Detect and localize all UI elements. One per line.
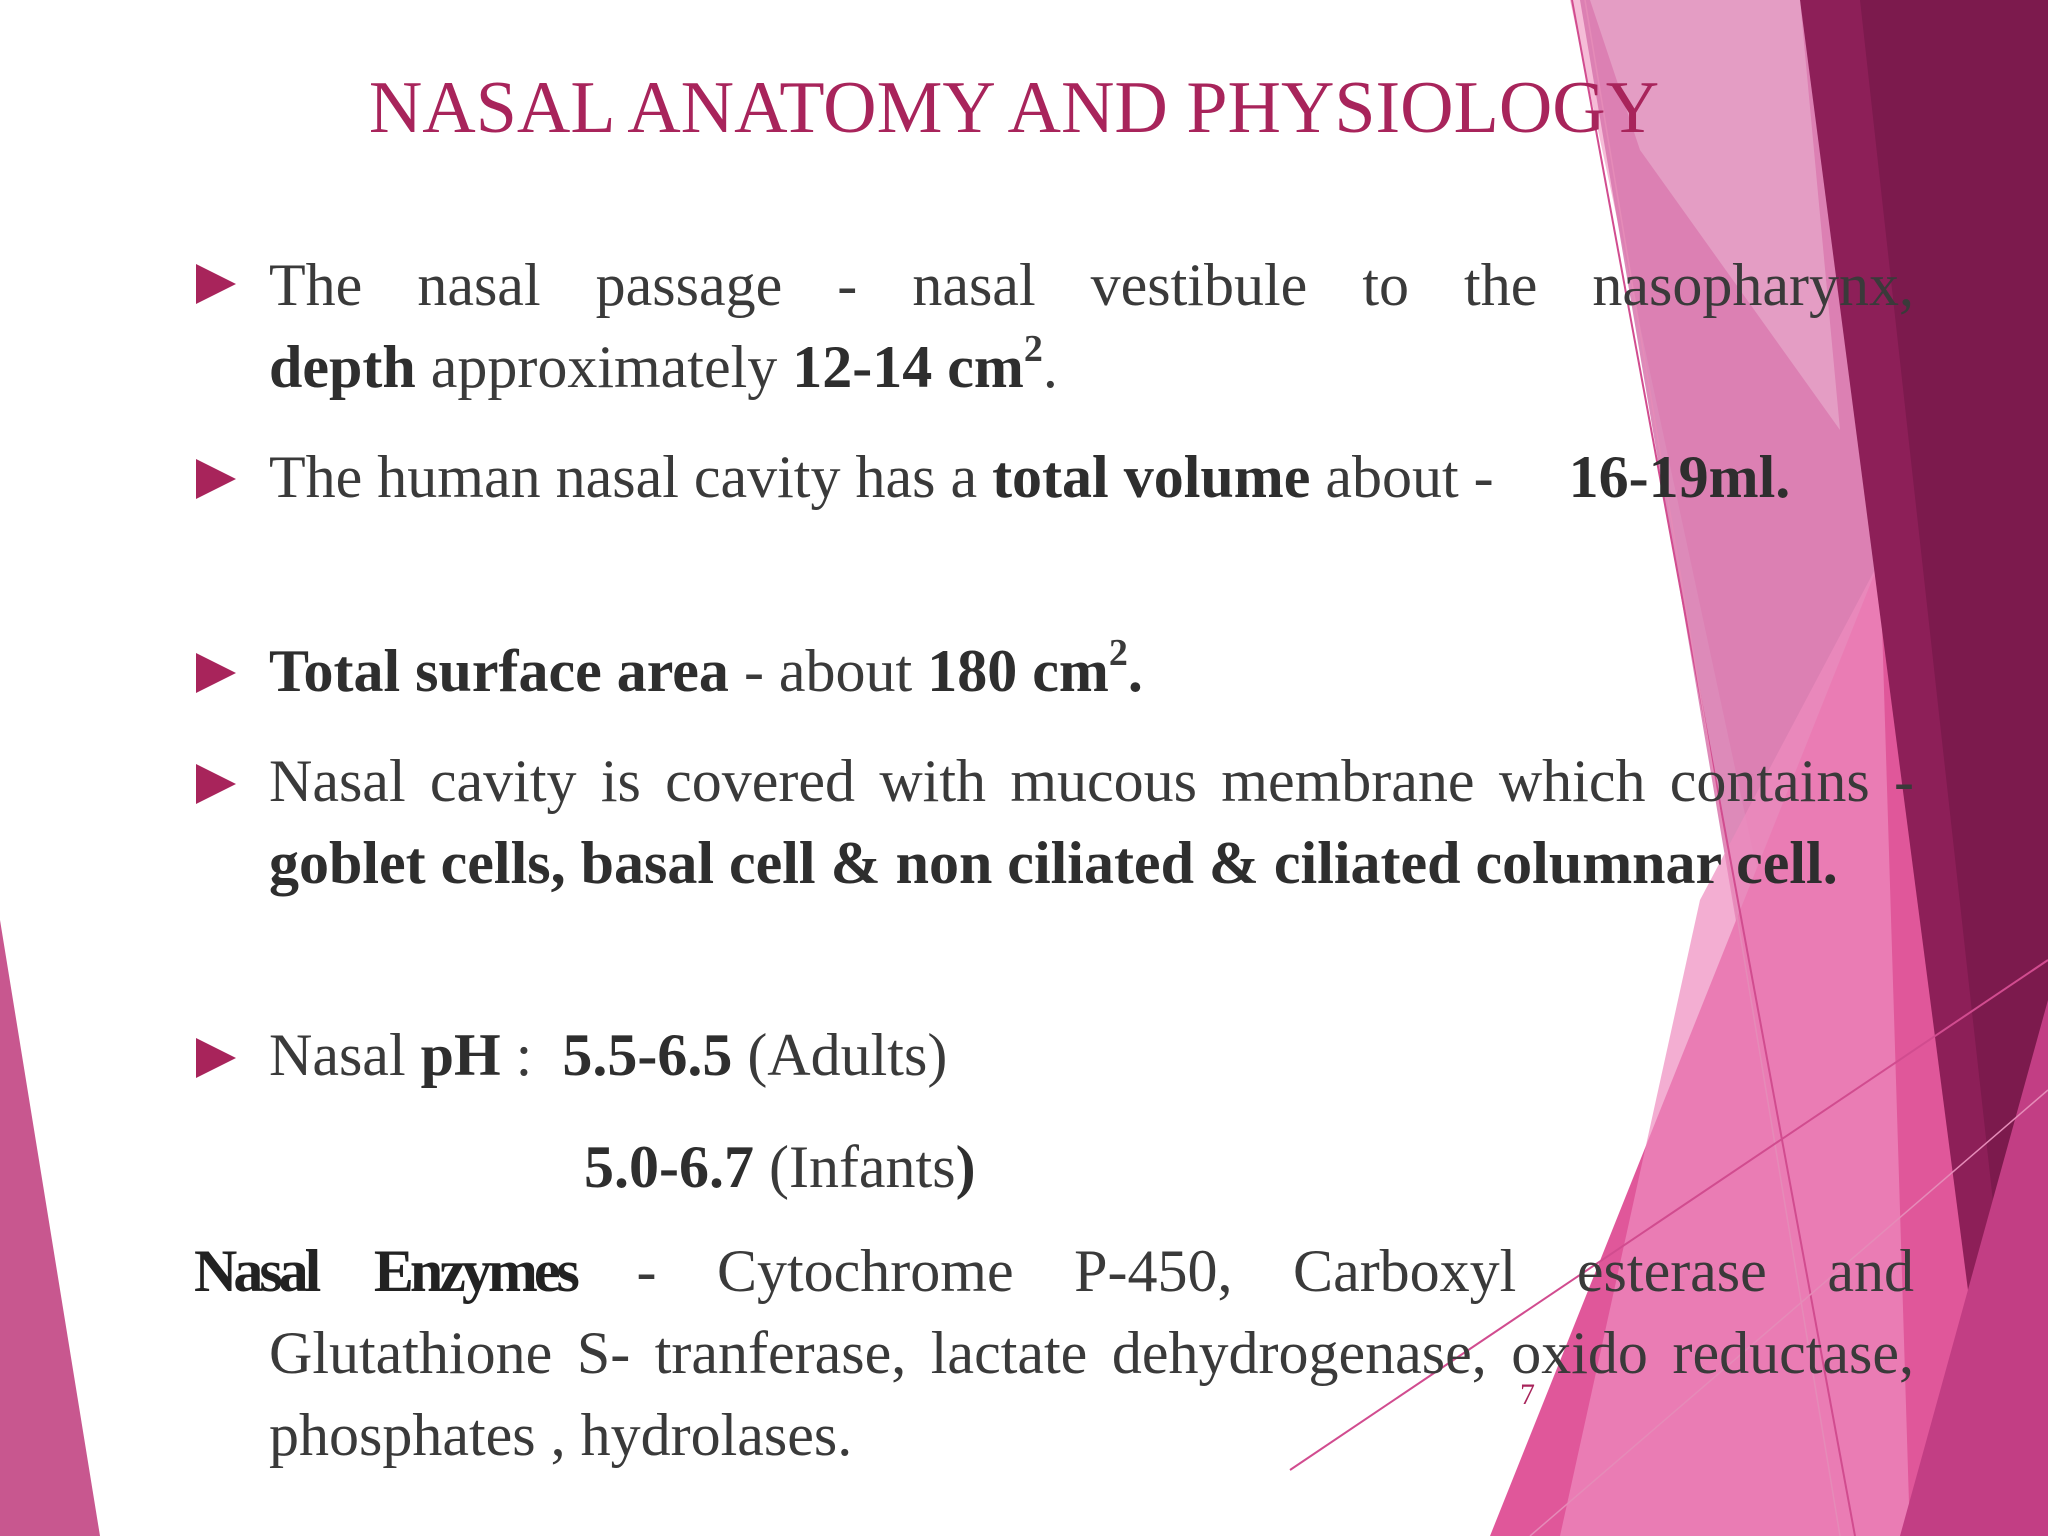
infants-ph-line	[584, 1126, 976, 1208]
bullet-5-text-2: :	[500, 1022, 563, 1088]
bullet-4-bold-cells: goblet cells, basal cell & non ciliated & ciliated columnar cell.	[269, 830, 1838, 896]
bullet-1-text-2: approximately	[415, 334, 793, 400]
bullet-1-bold-depth: depth	[269, 334, 416, 400]
bullet-nasal-passage	[269, 244, 1914, 408]
enzymes-continuation: Glutathione S- tranferase, lactate dehydrogenase, oxido reductase, phosphates , hydrolases.	[269, 1320, 1914, 1468]
bullet-arrow-icon	[194, 762, 238, 806]
left-edge-shape	[0, 920, 100, 1536]
bullet-arrow-icon	[194, 651, 238, 695]
infants-text: (Infants	[753, 1134, 956, 1200]
bullet-1-bold-value: 12-14 cm	[792, 334, 1024, 400]
bullet-total-volume	[269, 436, 1914, 518]
bullet-3-superscript: 2	[1108, 632, 1128, 674]
bullet-5-bold-adult-value: 5.5-6.5	[562, 1022, 733, 1088]
bullet-3-text-1: - about	[728, 638, 928, 704]
slide-title: NASAL ANATOMY AND PHYSIOLOGY	[368, 67, 1660, 149]
bullet-arrow-icon	[194, 1036, 238, 1080]
bullet-1-line-1: The nasal passage - nasal vestibule to the nasopharynx,	[269, 252, 1914, 318]
bullet-surface-area	[269, 630, 1914, 712]
bullet-2-bold-volume: total volume	[992, 444, 1311, 510]
bullet-3-bold-value: 180 cm	[927, 638, 1109, 704]
bullet-mucous-membrane	[269, 740, 1914, 904]
enzymes-first-line	[194, 1230, 1914, 1312]
page-number: 7	[1520, 1378, 1535, 1411]
bullet-5-text-3: (Adults)	[732, 1022, 948, 1088]
bullet-5-bold-ph: pH	[420, 1022, 501, 1088]
bullet-2-text-2: about -	[1310, 444, 1569, 510]
enzymes-label: Nasal Enzymes	[194, 1238, 576, 1304]
enzymes-line-1: - Cytochrome P-450, Carboxyl esterase and	[575, 1238, 1914, 1304]
bullet-4-text-1: Nasal cavity is covered with mucous membrane which contains -	[269, 748, 1914, 814]
bullet-5-text-1: Nasal	[269, 1022, 421, 1088]
nasal-enzymes-paragraph	[194, 1230, 1914, 1476]
infants-bold-paren: )	[955, 1134, 976, 1200]
bullet-3-bold-period: .	[1127, 638, 1143, 704]
infants-bold-value: 5.0-6.7	[584, 1134, 754, 1200]
bullet-2-text-1: The human nasal cavity has a	[269, 444, 993, 510]
bullet-arrow-icon	[194, 262, 238, 306]
bullet-3-bold-label: Total surface area	[269, 638, 729, 704]
bullet-nasal-ph	[269, 1014, 1914, 1096]
bullet-1-superscript: 2	[1023, 328, 1043, 370]
bullet-arrow-icon	[194, 457, 238, 501]
bullet-2-bold-value: 16-19ml.	[1568, 444, 1791, 510]
bullet-1-text-3: .	[1042, 334, 1058, 400]
